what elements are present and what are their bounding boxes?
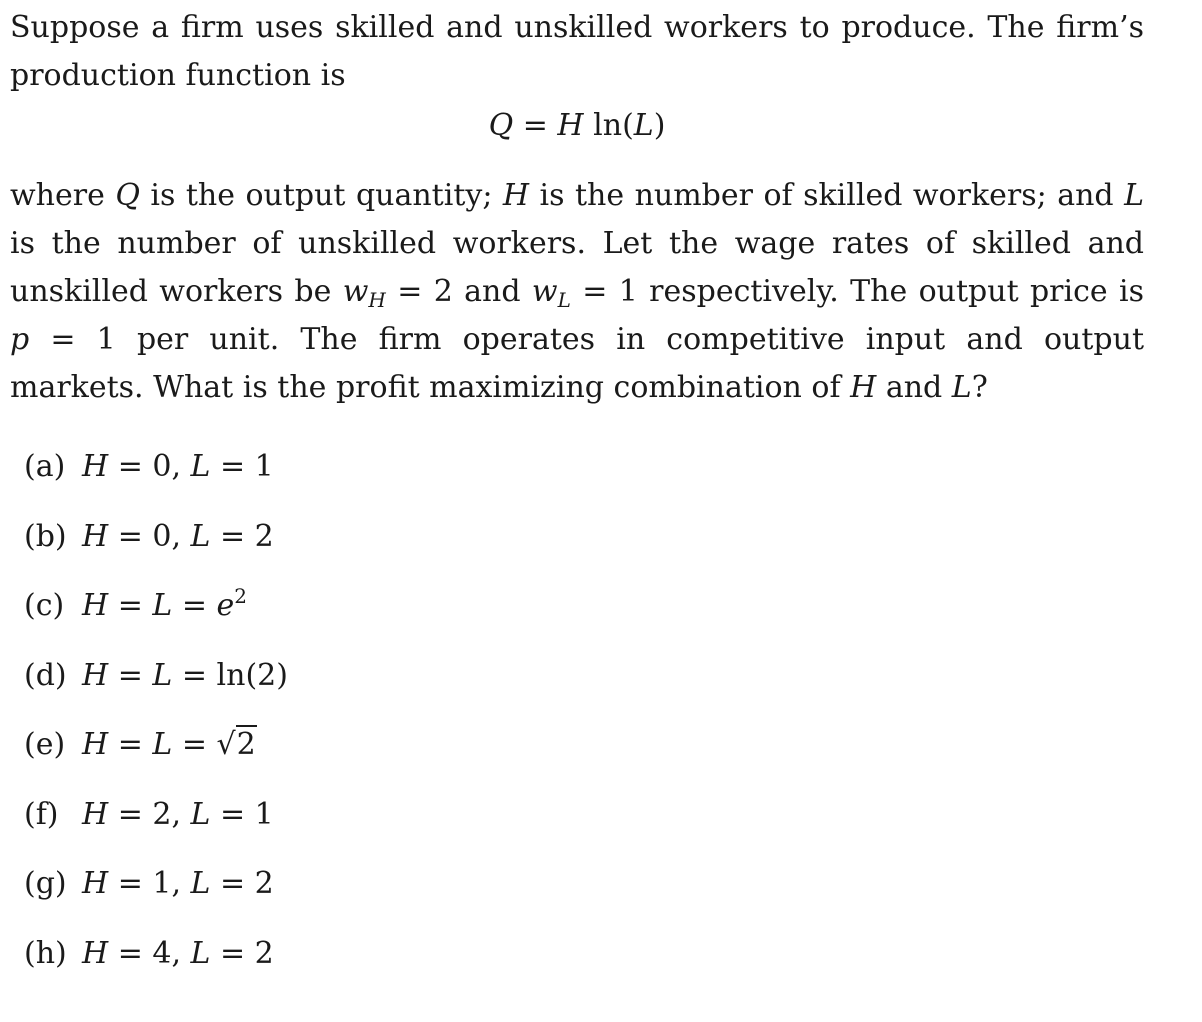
option-label: (c): [24, 588, 65, 623]
var-h: H: [82, 935, 109, 971]
var-l: L: [152, 657, 173, 693]
option-text: = 2: [210, 935, 274, 971]
body-text: and: [876, 370, 952, 405]
option-text: = 1,: [108, 866, 191, 901]
option-text: = 2: [210, 866, 274, 901]
var-l: L: [190, 518, 211, 554]
option-text: = 0,: [108, 518, 191, 554]
option-c[interactable]: [24, 584, 1144, 661]
option-d[interactable]: [24, 657, 1144, 731]
question-body: [10, 172, 1144, 412]
var-q: Q: [115, 178, 140, 213]
option-text: = 4,: [108, 935, 191, 971]
var-p: p: [10, 322, 30, 357]
var-l: L: [190, 866, 211, 901]
subscript-l: L: [557, 288, 571, 312]
body-text: = 1 respectively. The output price is: [570, 274, 1145, 309]
option-text: = 1: [210, 449, 274, 484]
var-h: H: [82, 657, 109, 693]
var-h: H: [502, 178, 530, 213]
var-l: L: [1124, 178, 1144, 213]
option-text: =: [172, 588, 217, 623]
body-text: is the output quantity;: [139, 178, 503, 213]
body-text: is the number of unskilled workers. Let the wage rates of skilled and unskilled workers be: [10, 226, 1144, 309]
var-w: w: [531, 274, 558, 309]
eq-rhs-fn: ln: [593, 108, 623, 143]
option-text: = 1: [210, 796, 274, 832]
body-text: is the number of skilled workers; and: [529, 178, 1125, 213]
option-g[interactable]: [24, 866, 1144, 939]
option-label: (d): [24, 657, 67, 693]
option-label: (g): [24, 866, 67, 901]
body-text: = 1 per unit. The firm operates in competitive input and output markets. What is the profit maximizing combination of: [10, 322, 1144, 405]
option-text: = 0,: [108, 449, 191, 484]
option-label: (b): [24, 518, 67, 554]
body-text: where: [10, 178, 116, 213]
option-e[interactable]: [24, 727, 1144, 800]
var-h: H: [82, 588, 109, 623]
answer-options: [10, 449, 1144, 1008]
option-h[interactable]: [24, 935, 1144, 1009]
sqrt-symbol: √: [216, 727, 236, 762]
option-text: =: [108, 727, 153, 762]
option-label: (f): [24, 796, 59, 832]
eq-lhs: Q: [488, 108, 514, 143]
var-h: H: [82, 449, 109, 484]
option-text: =: [108, 657, 153, 693]
var-w: w: [342, 274, 369, 309]
production-function-equation: [10, 102, 1144, 150]
sqrt-radicand: 2: [236, 727, 256, 762]
option-text: =: [108, 588, 153, 623]
var-l: L: [152, 727, 173, 762]
var-l: L: [190, 449, 211, 484]
var-l: L: [190, 935, 211, 971]
option-b[interactable]: [24, 518, 1144, 592]
option-text: =: [172, 727, 217, 762]
var-l: L: [152, 588, 173, 623]
body-text: ?: [971, 370, 988, 405]
var-h: H: [850, 370, 877, 405]
option-f[interactable]: [24, 796, 1144, 870]
option-label: (h): [24, 935, 67, 971]
question-document: [10, 0, 1144, 1008]
var-e: e: [216, 588, 235, 623]
option-text: = 2: [210, 518, 274, 554]
body-text: = 2 and: [385, 274, 532, 309]
intro-text: Suppose a firm uses skilled and unskilled workers to produce. The firm’s production function is: [10, 10, 1144, 93]
var-h: H: [82, 518, 109, 554]
option-text: = 2,: [108, 796, 191, 832]
option-a[interactable]: [24, 449, 1144, 522]
eq-rhs-arg-var: L: [633, 108, 654, 143]
var-h: H: [82, 866, 109, 901]
option-label: (a): [24, 449, 66, 484]
eq-rhs-arg: (L): [622, 108, 666, 143]
exponent: 2: [234, 584, 248, 608]
var-l: L: [951, 370, 972, 405]
var-h: H: [82, 727, 109, 762]
question-intro: [10, 4, 1144, 100]
eq-equals: =: [522, 108, 548, 143]
sqrt-expression: [216, 727, 257, 762]
var-h: H: [82, 796, 109, 832]
option-text: = ln(2): [172, 657, 288, 693]
option-label: (e): [24, 727, 66, 762]
eq-rhs-var: H: [557, 108, 584, 143]
var-l: L: [190, 796, 211, 832]
subscript-h: H: [368, 288, 386, 312]
